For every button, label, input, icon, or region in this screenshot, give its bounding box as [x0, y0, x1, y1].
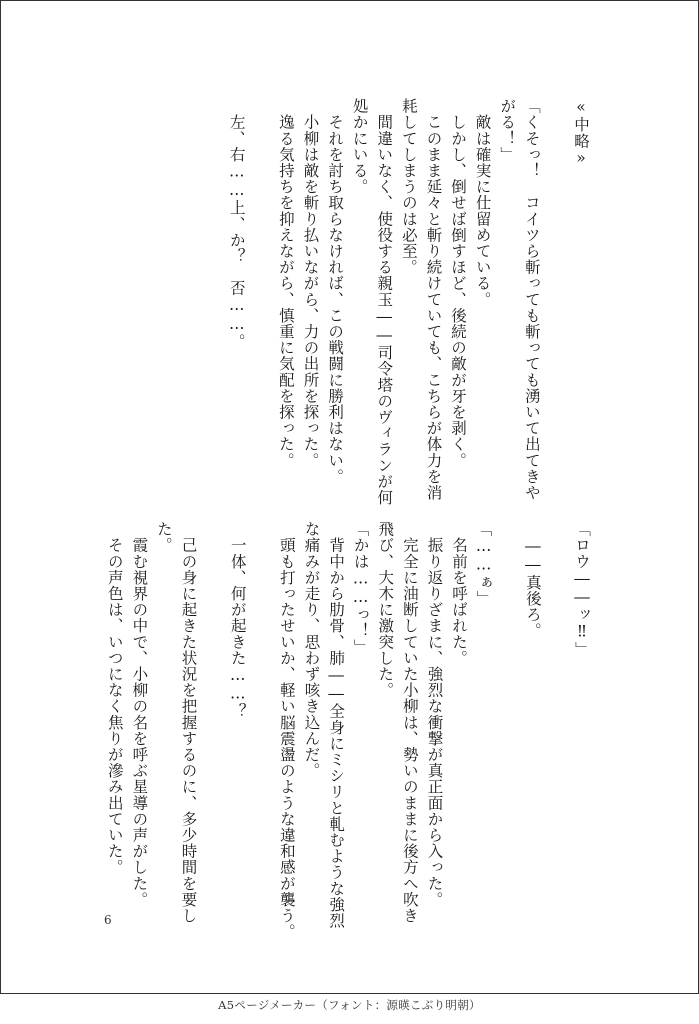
- footer-caption: A5ページメーカー（フォント：源暎こぶり明朝）: [218, 998, 481, 1012]
- upper-text-block: «中略» 「くそっ！ コイツら斬っても斬っても湧いて出てきや がる！」 敵は確実に仕留めている。 しかし、倒せば倒すほど、後続の敵が牙を剥く。 このまま延々と斬り続けていても、こちらが体力を消 耗してしまうのは必至。 間違いなく、使役する親玉――司令塔のヴィランが何 処かにいる。 それを討ち取らなければ、この戦闘に勝利はない。 小柳は敵を斬り払いながら、力の出所を探った。 逸る気持ちを抑えながら、慎重に気配を探った。 左、右……上、か？ 否……。: [227, 98, 590, 506]
- lower-text-block: 「ロウ――ッ‼」 ――真後ろ。 「……ぁ」 名前を呼ばれた。 振り返りざまに、強烈な衝撃が真正面から入った。 完全に油断していた小柳は、勢いのままに後方へ吹き 飛び、大木に激突した。 「かは……っ！」 背中から肋骨、肺――全身にミシリと軋むような強烈 な痛みが走り、思わず咳き込んだ。 頭も打ったせいか、軽い脳震盪のような違和感が襲う。 一体、何が起きた……？ 己の身に起きた状況を把握するのに、多少時間を要し た。 霞む視界の中で、小柳の名を呼ぶ星導の声がした。 その声色は、いつになく焦りが滲み出ていた。: [105, 521, 591, 940]
- page-number: 6: [104, 913, 112, 927]
